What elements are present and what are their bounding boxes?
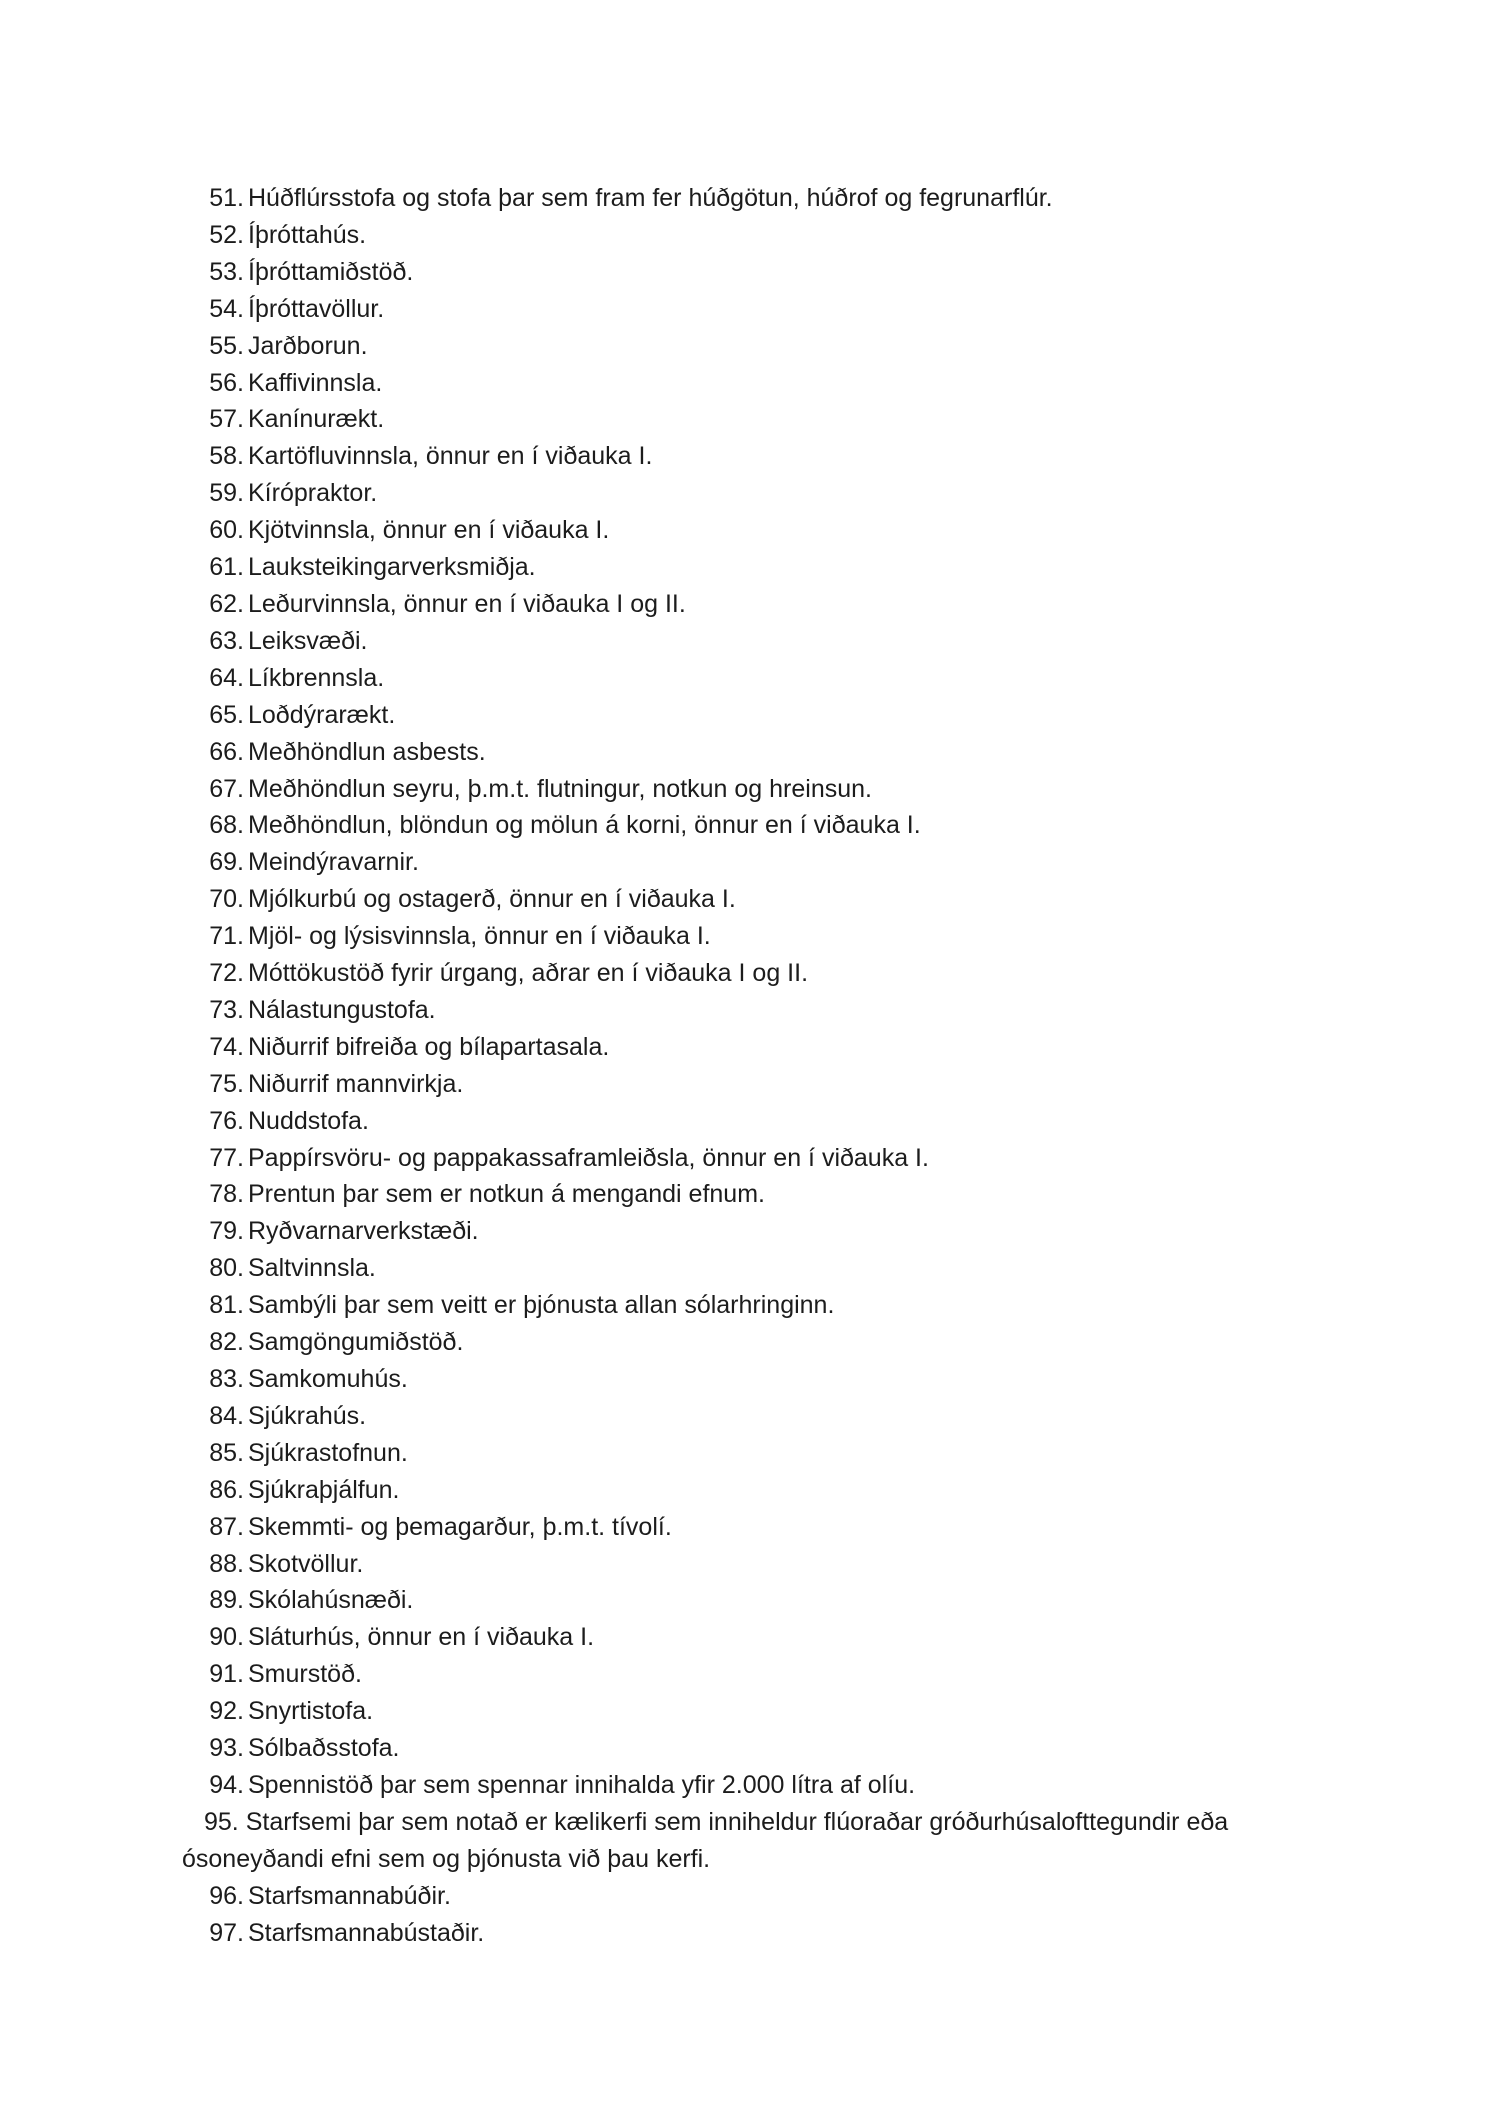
list-item: [0, 291, 1500, 328]
list-item: [0, 992, 1500, 1029]
list-item-text: Niðurrif bifreiða og bílapartasala.: [248, 1032, 610, 1061]
list-item: [0, 771, 1500, 808]
list-item: [0, 1546, 1500, 1583]
list-item-text: Lauksteikingarverksmiðja.: [248, 553, 536, 582]
list-item: [0, 1509, 1500, 1546]
list-item-text: Leiksvæði.: [248, 626, 368, 655]
list-item-number: 76.: [209, 1106, 244, 1135]
list-item-number: 86.: [209, 1475, 244, 1504]
list-item-text: Saltvinnsla.: [248, 1254, 376, 1283]
list-item-number: 62.: [209, 589, 244, 618]
list-item-text: Niðurrif mannvirkja.: [248, 1069, 464, 1098]
list-item: [0, 1398, 1500, 1435]
list-item-text: Kaffivinnsla.: [248, 368, 383, 397]
list-item: [0, 660, 1500, 697]
list-item-text: Meðhöndlun asbests.: [248, 737, 486, 766]
list-item-number: 55.: [209, 331, 244, 360]
list-item: [0, 1730, 1500, 1767]
list-item-text: Kjötvinnsla, önnur en í viðauka I.: [248, 516, 610, 545]
list-item-text: Samkomuhús.: [248, 1365, 408, 1393]
list-item-number: 65.: [209, 700, 244, 729]
list-item-number: 88.: [209, 1549, 244, 1578]
list-item-text: Prentun þar sem er notkun á mengandi efnum.: [248, 1180, 765, 1209]
list-item-number: 74.: [209, 1032, 244, 1061]
list-item-text: Leðurvinnsla, önnur en í viðauka I og II.: [248, 589, 686, 618]
list-item-number: 53.: [209, 257, 244, 286]
list-item-number: 83.: [209, 1365, 244, 1393]
list-item-number: 90.: [209, 1623, 244, 1652]
list-item-text: Íþróttamiðstöð.: [248, 257, 414, 286]
list-item-text: Smurstöð.: [248, 1660, 362, 1689]
list-item-text: Nálastungustofa.: [248, 995, 436, 1024]
list-item: [0, 180, 1500, 217]
list-item-text: Mjólkurbú og ostagerð, önnur en í viðauka I.: [248, 885, 736, 914]
list-item-number: 73.: [209, 995, 244, 1024]
list-item-text: Íþróttahús.: [248, 220, 367, 249]
list-item-text: Sjúkraþjálfun.: [248, 1475, 400, 1504]
list-item-number: 60.: [209, 516, 244, 545]
list-item-text: Starfsmannabúðir.: [248, 1881, 451, 1910]
list-item-number: 59.: [209, 479, 244, 508]
list-item-number: 64.: [209, 663, 244, 692]
list-item: [0, 1693, 1500, 1730]
list-item: [0, 807, 1500, 844]
list-item: [0, 1472, 1500, 1509]
list-item-number: 82.: [209, 1328, 244, 1357]
list-item-text: Sláturhús, önnur en í viðauka I.: [248, 1623, 595, 1652]
list-item-number: 71.: [209, 922, 244, 951]
list-item: [0, 365, 1500, 402]
list-item-number: 66.: [209, 737, 244, 766]
list-item: [0, 1250, 1500, 1287]
list-item-number: 95.: [204, 1807, 239, 1836]
list-item-number: 75.: [209, 1069, 244, 1098]
list-item-text: Skemmti- og þemagarður, þ.m.t. tívolí.: [248, 1512, 672, 1541]
list-item-number: 69.: [209, 848, 244, 877]
list-item: [0, 1066, 1500, 1103]
list-item-number: 93.: [209, 1734, 244, 1763]
list-item: [0, 475, 1500, 512]
list-item-number: 85.: [209, 1438, 244, 1467]
list-item-number: 61.: [209, 553, 244, 582]
list-item-number: 56.: [209, 368, 244, 397]
list-item: [0, 1915, 1500, 1952]
list-item: [0, 734, 1500, 771]
list-item: [0, 512, 1500, 549]
list-item-number: 78.: [209, 1180, 244, 1209]
list-item-number: 81.: [209, 1291, 244, 1320]
list-item-text: Meðhöndlun seyru, þ.m.t. flutningur, notkun og hreinsun.: [248, 774, 872, 803]
list-item-text: Mjöl- og lýsisvinnsla, önnur en í viðauka I.: [248, 922, 711, 951]
list-item: [0, 955, 1500, 992]
list-item: [0, 217, 1500, 254]
list-item-text: Kanínurækt.: [248, 405, 385, 434]
list-item-text: Íþróttavöllur.: [248, 294, 385, 323]
list-item: [0, 1361, 1500, 1398]
list-item-number: 91.: [209, 1660, 244, 1689]
list-item: [0, 401, 1500, 438]
list-item: [0, 1176, 1500, 1213]
list-item-text: Meindýravarnir.: [248, 848, 419, 877]
list-item-first-line: [182, 1804, 1350, 1841]
list-item-text: Móttökustöð fyrir úrgang, aðrar en í viðauka I og II.: [248, 959, 809, 988]
list-item-text: Starfsmannabústaðir.: [248, 1918, 485, 1947]
list-item-text: Líkbrennsla.: [248, 663, 385, 692]
list-item-text: Snyrtistofa.: [248, 1697, 374, 1726]
list-item: [0, 1767, 1500, 1804]
numbered-list: [0, 180, 1500, 1952]
list-item: [0, 438, 1500, 475]
list-item: [0, 1878, 1500, 1915]
list-item-text: Pappírsvöru- og pappakassaframleiðsla, önnur en í viðauka I.: [248, 1143, 929, 1172]
list-item: [0, 1213, 1500, 1250]
list-item-number: 80.: [209, 1254, 244, 1283]
list-item-text: Sambýli þar sem veitt er þjónusta allan sólarhringinn.: [248, 1291, 835, 1320]
list-item: [0, 328, 1500, 365]
list-item-number: 92.: [209, 1697, 244, 1726]
list-item: [0, 918, 1500, 955]
list-item-number: 97.: [209, 1918, 244, 1947]
list-item-number: 89.: [209, 1586, 244, 1615]
list-item-number: 63.: [209, 626, 244, 655]
list-item: [0, 1435, 1500, 1472]
list-item: [0, 1140, 1500, 1177]
list-item: [0, 697, 1500, 734]
list-item-number: 67.: [209, 774, 244, 803]
list-item-text: Spennistöð þar sem spennar innihalda yfir 2.000 lítra af olíu.: [248, 1770, 916, 1799]
list-item-text: Skólahúsnæði.: [248, 1586, 414, 1615]
list-item-number: 72.: [209, 959, 244, 988]
list-item: [0, 623, 1500, 660]
list-item: [0, 844, 1500, 881]
list-item-number: 96.: [209, 1881, 244, 1910]
list-item-number: 52.: [209, 220, 244, 249]
list-item-number: 79.: [209, 1217, 244, 1246]
list-item: [0, 1804, 1500, 1878]
list-item-text: Húðflúrsstofa og stofa þar sem fram fer húðgötun, húðrof og fegrunarflúr.: [248, 184, 1053, 212]
list-item-text: Sjúkrastofnun.: [248, 1438, 408, 1467]
list-item: [0, 1656, 1500, 1693]
list-item-text: Kírópraktor.: [248, 479, 378, 508]
list-item-number: 84.: [209, 1401, 244, 1430]
list-item: [0, 254, 1500, 291]
list-item-text: Sjúkrahús.: [248, 1401, 367, 1430]
list-item: [0, 1103, 1500, 1140]
list-item-text: Jarðborun.: [248, 331, 368, 360]
list-item: [0, 1582, 1500, 1619]
list-item: [0, 1029, 1500, 1066]
list-item: [0, 1287, 1500, 1324]
list-item-number: 54.: [209, 294, 244, 323]
list-item-text: Meðhöndlun, blöndun og mölun á korni, önnur en í viðauka I.: [248, 811, 921, 840]
list-item-text: Samgöngumiðstöð.: [248, 1328, 464, 1357]
list-item-text-continuation: ósoneyðandi efni sem og þjónusta við þau kerfi.: [182, 1844, 711, 1873]
list-item-text: Loðdýrarækt.: [248, 700, 396, 729]
list-item: [0, 549, 1500, 586]
list-item-number: 57.: [209, 405, 244, 434]
list-item-number: 68.: [209, 811, 244, 840]
list-item-number: 94.: [209, 1770, 244, 1799]
list-item-number: 51.: [209, 184, 244, 212]
list-item-text: Kartöfluvinnsla, önnur en í viðauka I.: [248, 442, 653, 471]
list-item-number: 77.: [209, 1143, 244, 1172]
list-item: [0, 586, 1500, 623]
list-item-number: 58.: [209, 442, 244, 471]
list-item-number: 87.: [209, 1512, 244, 1541]
list-item: [0, 1619, 1500, 1656]
list-item: [0, 881, 1500, 918]
list-item-text: Starfsemi þar sem notað er kælikerfi sem inniheldur flúoraðar gróðurhúsalofttegundir eða: [245, 1807, 1229, 1836]
list-item-number: 70.: [209, 885, 244, 914]
list-item-text: Skotvöllur.: [248, 1549, 364, 1578]
list-item-text: Sólbaðsstofa.: [248, 1734, 400, 1763]
list-item: [0, 1324, 1500, 1361]
list-item-text: Nuddstofa.: [248, 1106, 369, 1135]
list-item-text: Ryðvarnarverkstæði.: [248, 1217, 479, 1246]
